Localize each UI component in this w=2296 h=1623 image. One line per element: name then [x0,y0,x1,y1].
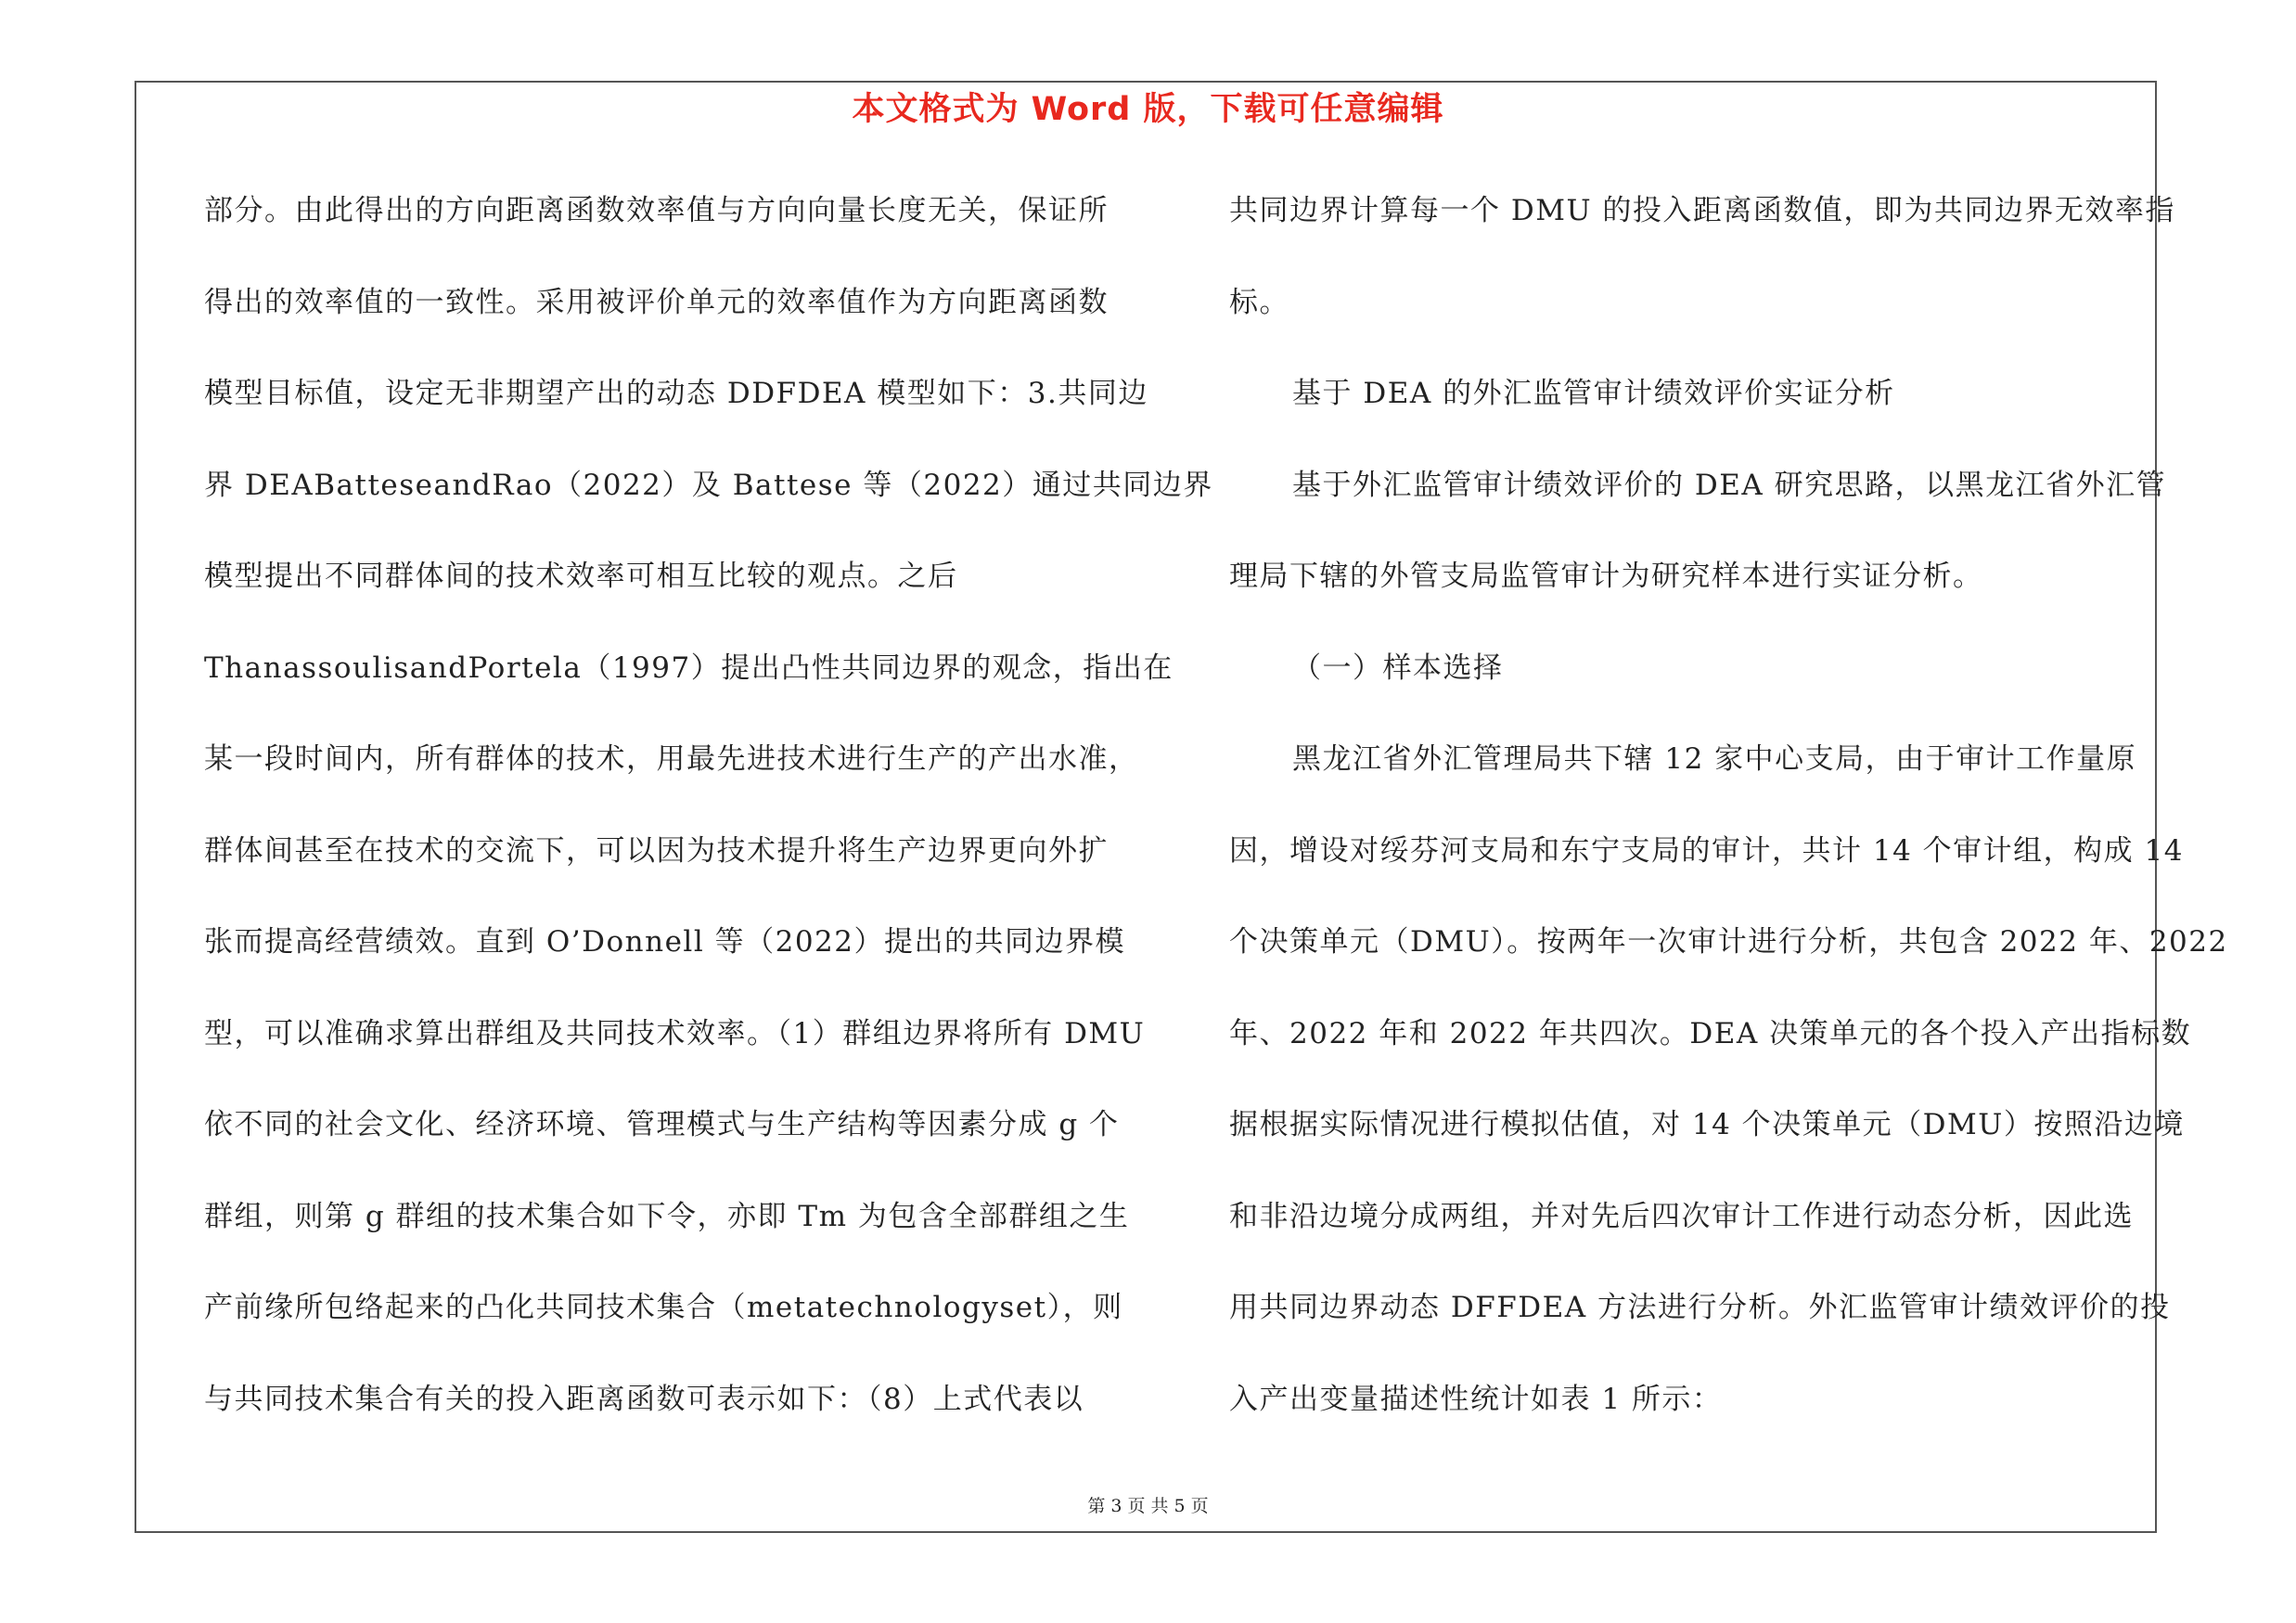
text-line: 据根据实际情况进行模拟估值，对 14 个决策单元（DMU）按照沿边境 [1229,1108,2185,1141]
text-line: 共同边界计算每一个 DMU 的投入距离函数值，即为共同边界无效率指 [1229,194,2175,227]
text-line: 年、2022 年和 2022 年共四次。DEA 决策单元的各个投入产出指标数 [1229,1016,2192,1050]
right-text-column [1229,183,2228,1462]
text-line: 界 DEABatteseandRao（2022）及 Battese 等（2022）通过共同边界 [204,468,1213,502]
text-line: 张而提高经营绩效。直到 O’Donnell 等（2022）提出的共同边界模 [204,925,1125,959]
text-line: 和非沿边境分成两组，并对先后四次审计工作进行动态分析，因此选 [1229,1199,2134,1233]
text-line: 得出的效率值的一致性。采用被评价单元的效率值作为方向距离函数 [204,285,1109,319]
text-line: ThanassoulisandPortela（1997）提出凸性共同边界的观念，指出在 [204,650,1174,685]
text-line: 模型提出不同群体间的技术效率可相互比较的观点。之后 [204,560,958,593]
text-line: 某一段时间内，所有群体的技术，用最先进技术进行生产的产出水准， [204,742,1139,776]
section-heading: 基于 DEA 的外汇监管审计绩效评价实证分析 [1292,377,1895,410]
text-line: 标。 [1229,285,1289,319]
text-line: 产前缘所包络起来的凸化共同技术集合（metatechnologyset），则 [204,1291,1123,1324]
text-line: 用共同边界动态 DFFDEA 方法进行分析。外汇监管审计绩效评价的投 [1229,1291,2171,1324]
paragraph-start-line: 黑龙江省外汇管理局共下辖 12 家中心支局，由于审计工作量原 [1292,742,2137,776]
page-number-footer: 第 3 页 共 5 页 [1087,1496,1209,1516]
text-line: 群组，则第 g 群组的技术集合如下令，亦即 Tm 为包含全部群组之生 [204,1199,1130,1233]
text-line: 个决策单元（DMU）。按两年一次审计进行分析，共包含 2022 年、2022 [1229,925,2228,959]
text-line: 型，可以准确求算出群组及共同技术效率。（1）群组边界将所有 DMU [204,1016,1146,1050]
paragraph-start-line: 基于外汇监管审计绩效评价的 DEA 研究思路，以黑龙江省外汇管 [1292,468,2167,502]
text-line: 部分。由此得出的方向距离函数效率值与方向向量长度无关，保证所 [204,194,1109,227]
text-line: 入产出变量描述性统计如表 1 所示： [1229,1382,1723,1416]
document-header-title: 本文格式为 Word 版，下载可任意编辑 [852,91,1444,128]
text-line: 依不同的社会文化、经济环境、管理模式与生产结构等因素分成 g 个 [204,1108,1120,1141]
left-text-column [204,183,1213,1462]
text-line: 与共同技术集合有关的投入距离函数可表示如下：（8）上式代表以 [204,1382,1084,1416]
text-line: 因，增设对绥芬河支局和东宁支局的审计，共计 14 个审计组，构成 14 [1229,833,2184,868]
subsection-heading: （一）样本选择 [1292,650,1504,685]
text-line: 群体间甚至在技术的交流下，可以因为技术提升将生产边界更向外扩 [204,833,1109,868]
text-line: 模型目标值，设定无非期望产出的动态 DDFDEA 模型如下：3.共同边 [204,377,1148,410]
text-line: 理局下辖的外管支局监管审计为研究样本进行实证分析。 [1229,560,1983,593]
